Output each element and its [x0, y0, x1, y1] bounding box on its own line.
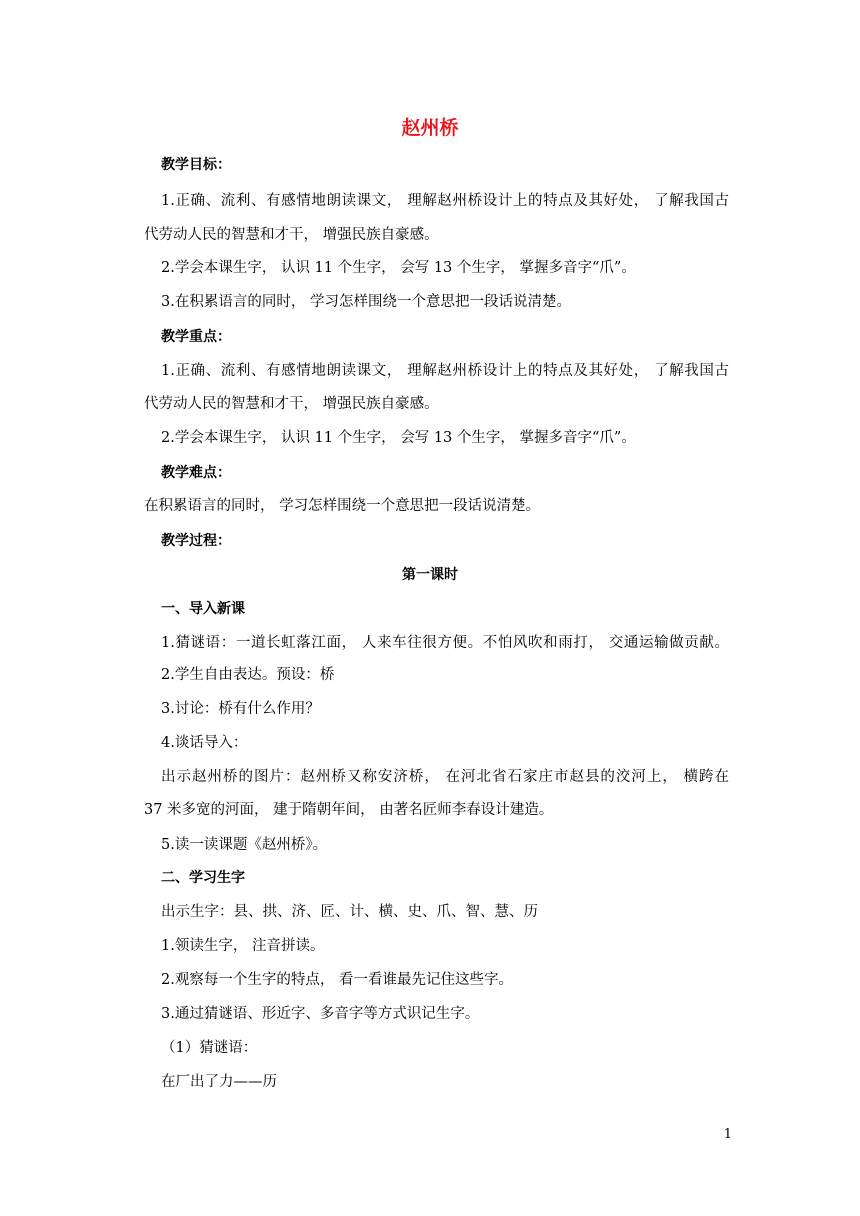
- goals-line-2: 代劳动人民的智慧和才干， 增强民族自豪感。: [144, 227, 439, 243]
- goals-heading: 教学目标：: [161, 157, 231, 173]
- difficulty-heading: 教学难点：: [161, 465, 231, 481]
- goals-line-1: 1.正确、流利、有感情地朗读课文， 理解赵州桥设计上的特点及其好处， 了解我国古: [161, 193, 729, 209]
- part1-line-7: 5.读一读课题《赵州桥》。: [161, 837, 328, 853]
- part2-line-3: 2.观察每一个生字的特点， 看一看谁最先记住这些字。: [161, 972, 513, 988]
- key-line-1: 1.正确、流利、有感情地朗读课文， 理解赵州桥设计上的特点及其好处， 了解我国古: [161, 363, 729, 379]
- difficulty-line-1: 在积累语言的同时， 学习怎样围绕一个意思把一段话说清楚。: [144, 498, 541, 514]
- key-line-2: 代劳动人民的智慧和才干， 增强民族自豪感。: [144, 396, 439, 412]
- lesson-title: 第一课时: [402, 567, 458, 583]
- part2-line-6: 在厂出了力——历: [161, 1074, 277, 1090]
- goals-line-4: 3.在积累语言的同时， 学习怎样围绕一个意思把一段话说清楚。: [161, 294, 571, 310]
- part2-line-1: 出示生字：县、拱、济、匠、计、横、史、爪、智、慧、历: [161, 904, 538, 920]
- process-heading: 教学过程：: [161, 533, 231, 549]
- document-title: 赵州桥: [401, 117, 459, 139]
- part2-line-2: 1.领读生字， 注音拼读。: [161, 938, 325, 954]
- key-line-3: 2.学会本课生字， 认识 11 个生字， 会写 13 个生字， 掌握多音字“爪”。: [161, 430, 636, 446]
- part1-heading: 一、导入新课: [161, 601, 245, 617]
- part1-line-1: 1.猜谜语：一道长虹落江面， 人来车往很方便。不怕风吹和雨打， 交通运输做贡献。: [161, 635, 729, 651]
- goals-line-3: 2.学会本课生字， 认识 11 个生字， 会写 13 个生字， 掌握多音字“爪”。: [161, 260, 636, 276]
- part1-line-5: 出示赵州桥的图片：赵州桥又称安济桥， 在河北省石家庄市赵县的洨河上， 横跨在: [161, 769, 729, 785]
- part2-heading: 二、学习生字: [161, 870, 245, 886]
- part1-line-3: 3.讨论：桥有什么作用？: [161, 701, 320, 717]
- part2-line-5: （1）猜谜语：: [161, 1040, 258, 1056]
- part1-line-2: 2.学生自由表达。预设：桥: [161, 667, 335, 683]
- key-heading: 教学重点：: [161, 329, 231, 345]
- part2-line-4: 3.通过猜谜语、形近字、多音字等方式识记生字。: [161, 1006, 480, 1022]
- page-number: 1: [723, 1127, 732, 1142]
- part1-line-6: 37 米多宽的河面， 建于隋朝年间， 由著名匠师李春设计建造。: [144, 802, 554, 818]
- part1-line-4: 4.谈话导入：: [161, 735, 248, 751]
